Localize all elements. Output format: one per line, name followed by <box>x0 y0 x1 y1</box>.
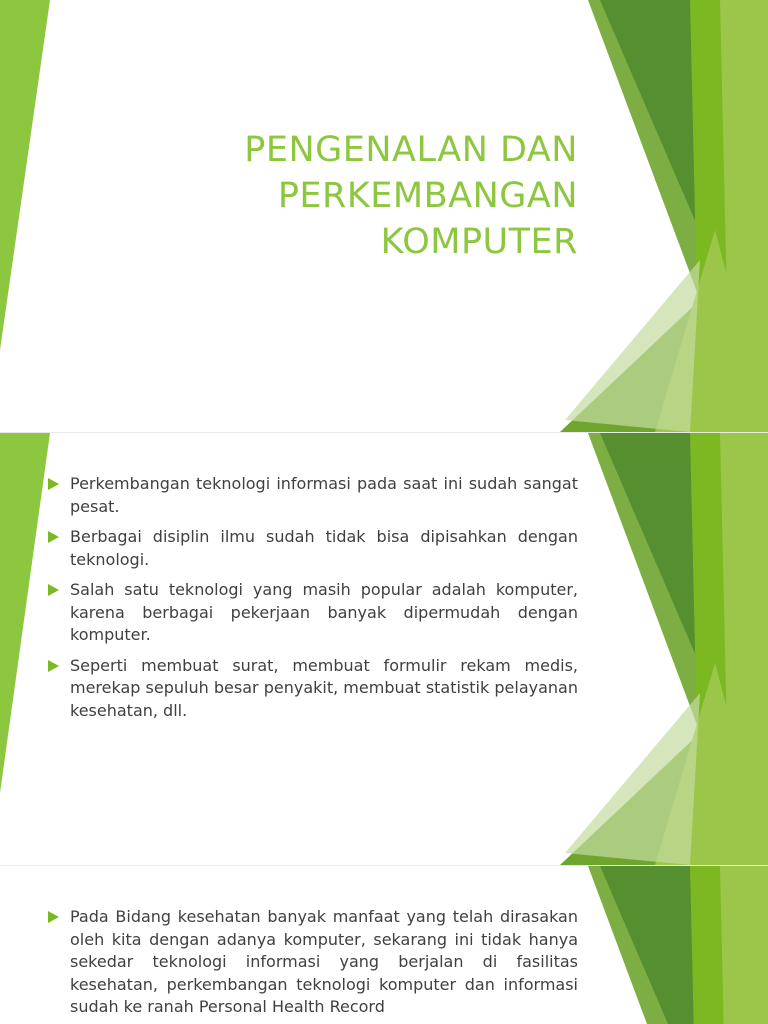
title-line-1: PENGENALAN DAN <box>244 130 578 171</box>
slide-title-text <box>118 127 578 265</box>
slide-content-1 <box>0 433 768 865</box>
bullet-list <box>48 906 578 1024</box>
triangle-arrow-icon <box>48 478 59 490</box>
triangle-arrow-icon <box>48 531 59 543</box>
list-item <box>48 655 578 723</box>
triangle-arrow-icon <box>48 911 59 923</box>
title-line-3: KOMPUTER <box>380 222 578 263</box>
bullet-text: Perkembangan teknologi informasi pada saat ini sudah sangat pesat. <box>70 474 578 516</box>
triangle-arrow-icon <box>48 660 59 672</box>
bullet-text: Seperti membuat surat, membuat formulir rekam medis, merekap sepuluh besar penyakit, membuat statistik pelayanan kesehatan, dll. <box>70 655 578 720</box>
slide-title <box>0 0 768 432</box>
bullet-text: Berbagai disiplin ilmu sudah tidak bisa dipisahkan dengan teknologi. <box>70 527 578 569</box>
triangle-arrow-icon <box>48 584 59 596</box>
bullet-list <box>48 473 578 730</box>
list-item <box>48 473 578 518</box>
list-item <box>48 906 578 1019</box>
list-item <box>48 579 578 647</box>
bullet-text: Salah satu teknologi yang masih popular adalah komputer, karena berbagai pekerjaan banyak dipermudah dengan komputer. <box>70 580 578 644</box>
bullet-text: Pada Bidang kesehatan banyak manfaat yang telah dirasakan oleh kita dengan adanya komputer, sekarang ini tidak hanya sekedar teknologi informasi yang berjalan di fasilitas kesehatan, perkembangan teknologi komputer dan informasi sudah ke ranah Personal Health Record <box>70 907 578 1016</box>
title-line-2: PERKEMBANGAN <box>277 176 578 217</box>
slide-content-2 <box>0 866 768 1024</box>
list-item <box>48 526 578 571</box>
